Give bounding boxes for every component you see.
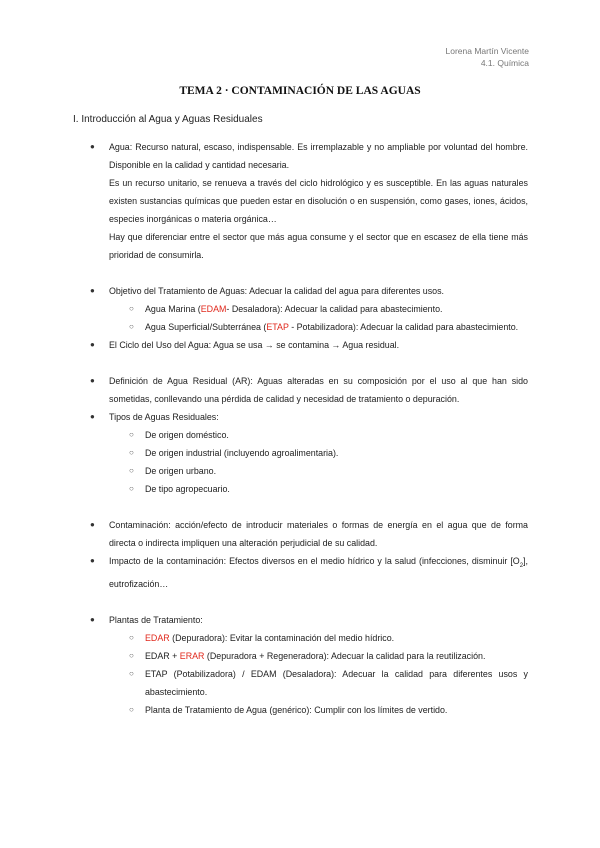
document-body bbox=[0, 138, 600, 719]
contaminacion-text: Contaminación: acción/efecto de introducir materiales o formas de energía en el agua que de forma directa o indirecta impliquen una alteración perjudicial de su calidad. bbox=[109, 520, 528, 548]
bullet-icon: ● bbox=[90, 376, 95, 385]
sub-list-item bbox=[129, 300, 528, 318]
etap-code: ETAP bbox=[266, 322, 289, 332]
agua-paragraph: Es un recurso unitario, se renueva a través del ciclo hidrológico y es susceptible. En las aguas naturales existen sustancias químicas que pueden estar en disolución o en suspensión, como gases, iones, ácidos, especies inorgánicas o materia orgánica… bbox=[109, 178, 528, 224]
impacto-text: Impacto de la contaminación: Efectos diversos en el medio hídrico y la salud (infecciones, disminuir [O bbox=[109, 556, 520, 566]
author-name: Lorena Martín Vicente bbox=[445, 46, 529, 56]
tipos-label: Tipos de Aguas Residuales: bbox=[109, 412, 219, 422]
circle-bullet-icon: ○ bbox=[129, 484, 134, 493]
sub-list-item bbox=[129, 701, 528, 719]
course-name: 4.1. Química bbox=[480, 58, 529, 68]
sub-list-item bbox=[129, 462, 528, 480]
plantas-label: Plantas de Tratamiento: bbox=[109, 614, 203, 625]
sub-list-item bbox=[129, 426, 528, 444]
bullet-icon: ● bbox=[90, 556, 95, 565]
tipo-item: De origen doméstico. bbox=[145, 430, 229, 440]
circle-bullet-icon: ○ bbox=[129, 322, 134, 331]
sub-list-item bbox=[129, 480, 528, 498]
list-item bbox=[90, 372, 528, 408]
text-span: - Potabilizadora): Adecuar la calidad para abastecimiento. bbox=[288, 322, 519, 332]
section-heading: I. Introducción al Agua y Aguas Residuales bbox=[73, 114, 263, 125]
page-title: TEMA 2 · CONTAMINACIÓN DE LAS AGUAS bbox=[179, 85, 421, 97]
circle-bullet-icon: ○ bbox=[129, 466, 134, 475]
sub-list-item bbox=[129, 665, 528, 701]
list-item bbox=[90, 336, 528, 354]
text-span: (Depuradora + Regeneradora): Adecuar la calidad para la reutilización. bbox=[204, 650, 486, 661]
text-span: Planta de Tratamiento de Agua (genérico): Cumplir con los límites de vertido. bbox=[145, 704, 448, 715]
bullet-icon: ● bbox=[90, 520, 95, 529]
agua-definition: Agua: Recurso natural, escaso, indispensable. Es irremplazable y no ampliable por voluntad del hombre. Disponible en la calidad y cantidad necesaria. bbox=[109, 142, 528, 170]
subscript: 2 bbox=[519, 562, 524, 569]
list-item bbox=[90, 611, 528, 629]
bullet-icon: ● bbox=[90, 412, 95, 421]
text-span: EDAR + bbox=[145, 650, 180, 661]
agua-paragraph: Hay que diferenciar entre el sector que más agua consume y el sector que en escasez de ella tiene más prioridad de consumirla. bbox=[109, 232, 528, 260]
tipo-item: De tipo agropecuario. bbox=[145, 484, 230, 494]
circle-bullet-icon: ○ bbox=[129, 632, 134, 642]
sub-list-item bbox=[129, 629, 528, 647]
circle-bullet-icon: ○ bbox=[129, 704, 134, 714]
circle-bullet-icon: ○ bbox=[129, 668, 134, 678]
sub-list-item bbox=[129, 444, 528, 462]
edam-code: EDAM bbox=[200, 304, 227, 314]
list-item bbox=[90, 552, 528, 593]
list-item bbox=[90, 138, 528, 174]
circle-bullet-icon: ○ bbox=[129, 430, 134, 439]
sub-list-item bbox=[129, 318, 528, 336]
circle-bullet-icon: ○ bbox=[129, 650, 134, 660]
text-span: Agua Marina ( bbox=[145, 304, 201, 314]
circle-bullet-icon: ○ bbox=[129, 448, 134, 457]
bullet-icon: ● bbox=[90, 142, 95, 151]
edar-code: EDAR bbox=[145, 632, 170, 643]
circle-bullet-icon: ○ bbox=[129, 304, 134, 313]
ciclo-text: El Ciclo del Uso del Agua: Agua se usa → se contamina → Agua residual. bbox=[109, 340, 400, 350]
erar-code: ERAR bbox=[179, 650, 205, 661]
text-span: ETAP (Potabilizadora) / EDAM (Desaladora): Adecuar la calidad para diferentes usos y abastecimiento. bbox=[145, 668, 528, 697]
text-span: - Desaladora): Adecuar la calidad para abastecimiento. bbox=[226, 304, 443, 314]
list-item bbox=[90, 408, 528, 426]
bullet-icon: ● bbox=[90, 614, 95, 624]
impacto-text: ], eutrofización… bbox=[109, 556, 528, 589]
sub-list-item bbox=[129, 647, 528, 665]
definicion-text: Definición de Agua Residual (AR): Aguas alteradas en su composición por el uso al que han sido sometidas, conllevando una pérdida de calidad y necesidad de tratamiento o depuración. bbox=[109, 376, 528, 404]
objetivo-text: Objetivo del Tratamiento de Aguas: Adecuar la calidad del agua para diferentes usos. bbox=[109, 286, 444, 296]
bullet-icon: ● bbox=[90, 286, 95, 295]
list-item bbox=[90, 516, 528, 552]
text-span: (Depuradora): Evitar la contaminación del medio hídrico. bbox=[169, 632, 395, 643]
page-header bbox=[446, 45, 529, 69]
bullet-icon: ● bbox=[90, 340, 95, 349]
text-span: Agua Superficial/Subterránea ( bbox=[145, 322, 267, 332]
tipo-item: De origen industrial (incluyendo agroalimentaria). bbox=[145, 448, 339, 458]
list-item bbox=[90, 282, 528, 300]
tipo-item: De origen urbano. bbox=[145, 466, 217, 476]
